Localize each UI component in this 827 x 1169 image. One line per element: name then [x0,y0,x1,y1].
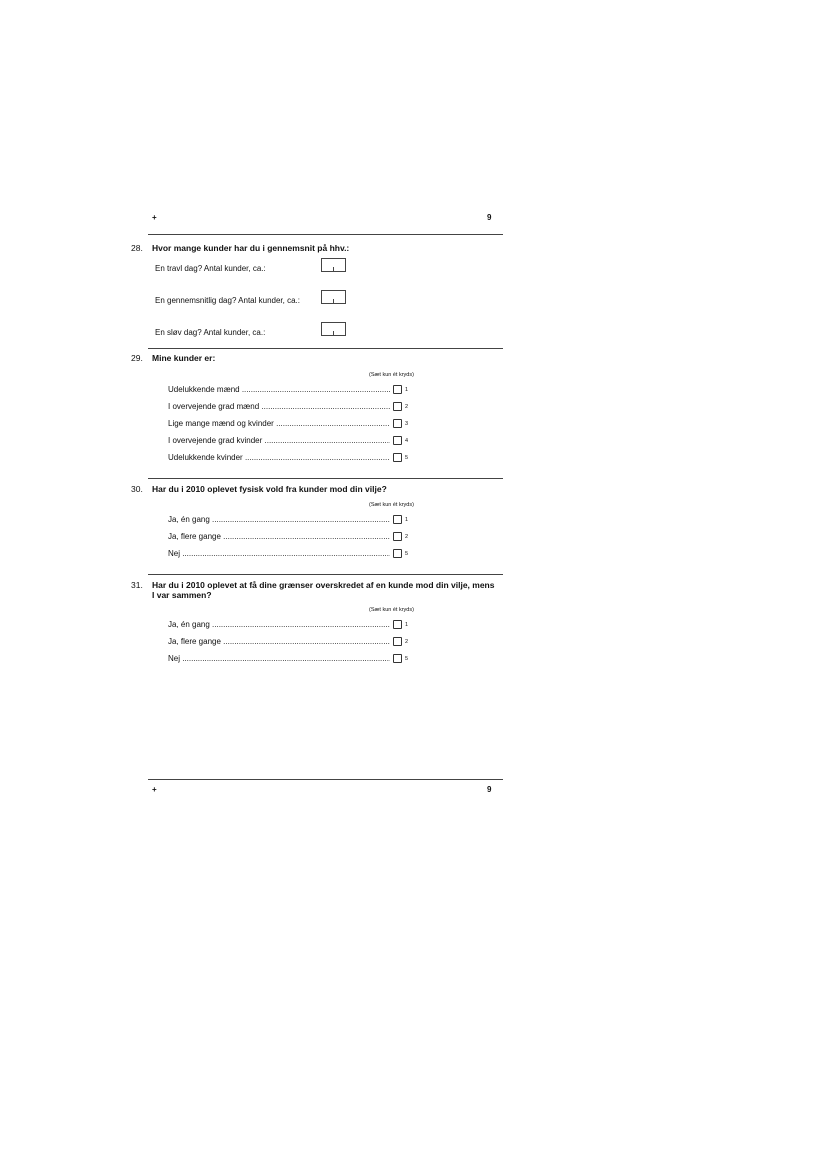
footer-page-number: 9 [487,785,492,794]
option-label: I overvejende grad mænd ..... [168,402,390,411]
option-code: 2 [405,639,409,645]
option-label: Ja, én gang ..... [168,515,390,524]
instruction-hint: (Sæt kun ét kryds) [369,372,414,378]
option-row [168,637,413,649]
option-label: Ja, flere gange ..... [168,637,390,646]
average-day-count-field[interactable] [321,290,346,304]
option-label: Udelukkende mænd ..... [168,385,390,394]
option-code: 1 [405,387,409,393]
option-code: 1 [405,622,409,628]
option-code: 5 [405,455,409,461]
question-number: 31. [131,580,143,590]
option-label: Lige mange mænd og kvinder ..... [168,419,390,428]
section-divider [148,348,503,349]
question-number: 30. [131,484,143,494]
header-plus-mark: + [152,213,157,222]
answer-checkbox[interactable] [393,453,402,462]
header-page-number: 9 [487,213,492,222]
busy-day-count-field[interactable] [321,258,346,272]
option-row [168,419,413,431]
answer-checkbox[interactable] [393,402,402,411]
question-text: Hvor mange kunder har du i gennemsnit på hhv.: [152,243,350,253]
option-code: 2 [405,404,409,410]
answer-checkbox[interactable] [393,532,402,541]
field-tick [333,299,334,303]
footer-plus-mark: + [152,785,157,794]
option-code: 2 [405,534,409,540]
average-day-label: En gennemsnitlig dag? Antal kunder, ca.: [155,296,300,305]
option-label: Nej ..... [168,549,390,558]
question-text: Har du i 2010 oplevet fysisk vold fra kunder mod din vilje? [152,484,387,494]
field-tick [333,331,334,335]
option-code: 5 [405,551,409,557]
question-text-continued: I var sammen? [152,590,212,600]
option-row [168,620,413,632]
slow-day-label: En sløv dag? Antal kunder, ca.: [155,328,266,337]
option-code: 4 [405,438,409,444]
answer-checkbox[interactable] [393,637,402,646]
instruction-hint: (Sæt kun ét kryds) [369,502,414,508]
footer-divider [148,779,503,780]
answer-checkbox[interactable] [393,436,402,445]
answer-checkbox[interactable] [393,549,402,558]
option-row [168,453,413,465]
question-text: Mine kunder er: [152,353,216,363]
option-label: Nej ..... [168,654,390,663]
option-row [168,532,413,544]
option-label: Ja, flere gange ..... [168,532,390,541]
option-row [168,549,413,561]
option-row [168,385,413,397]
busy-day-label: En travl dag? Antal kunder, ca.: [155,264,266,273]
option-row [168,515,413,527]
answer-checkbox[interactable] [393,385,402,394]
section-divider [148,478,503,479]
option-code: 5 [405,656,409,662]
field-tick [333,267,334,271]
answer-checkbox[interactable] [393,419,402,428]
option-row [168,654,413,666]
option-label: Udelukkende kvinder ..... [168,453,390,462]
option-label: Ja, én gang ..... [168,620,390,629]
question-number: 29. [131,353,143,363]
slow-day-count-field[interactable] [321,322,346,336]
option-row [168,402,413,414]
option-code: 1 [405,517,409,523]
option-code: 3 [405,421,409,427]
option-row [168,436,413,448]
question-number: 28. [131,243,143,253]
option-label: I overvejende grad kvinder ..... [168,436,390,445]
instruction-hint: (Sæt kun ét kryds) [369,607,414,613]
header-divider [148,234,503,235]
section-divider [148,574,503,575]
question-text: Har du i 2010 oplevet at få dine grænser overskredet af en kunde mod din vilje, mens [152,580,495,590]
answer-checkbox[interactable] [393,515,402,524]
answer-checkbox[interactable] [393,654,402,663]
answer-checkbox[interactable] [393,620,402,629]
